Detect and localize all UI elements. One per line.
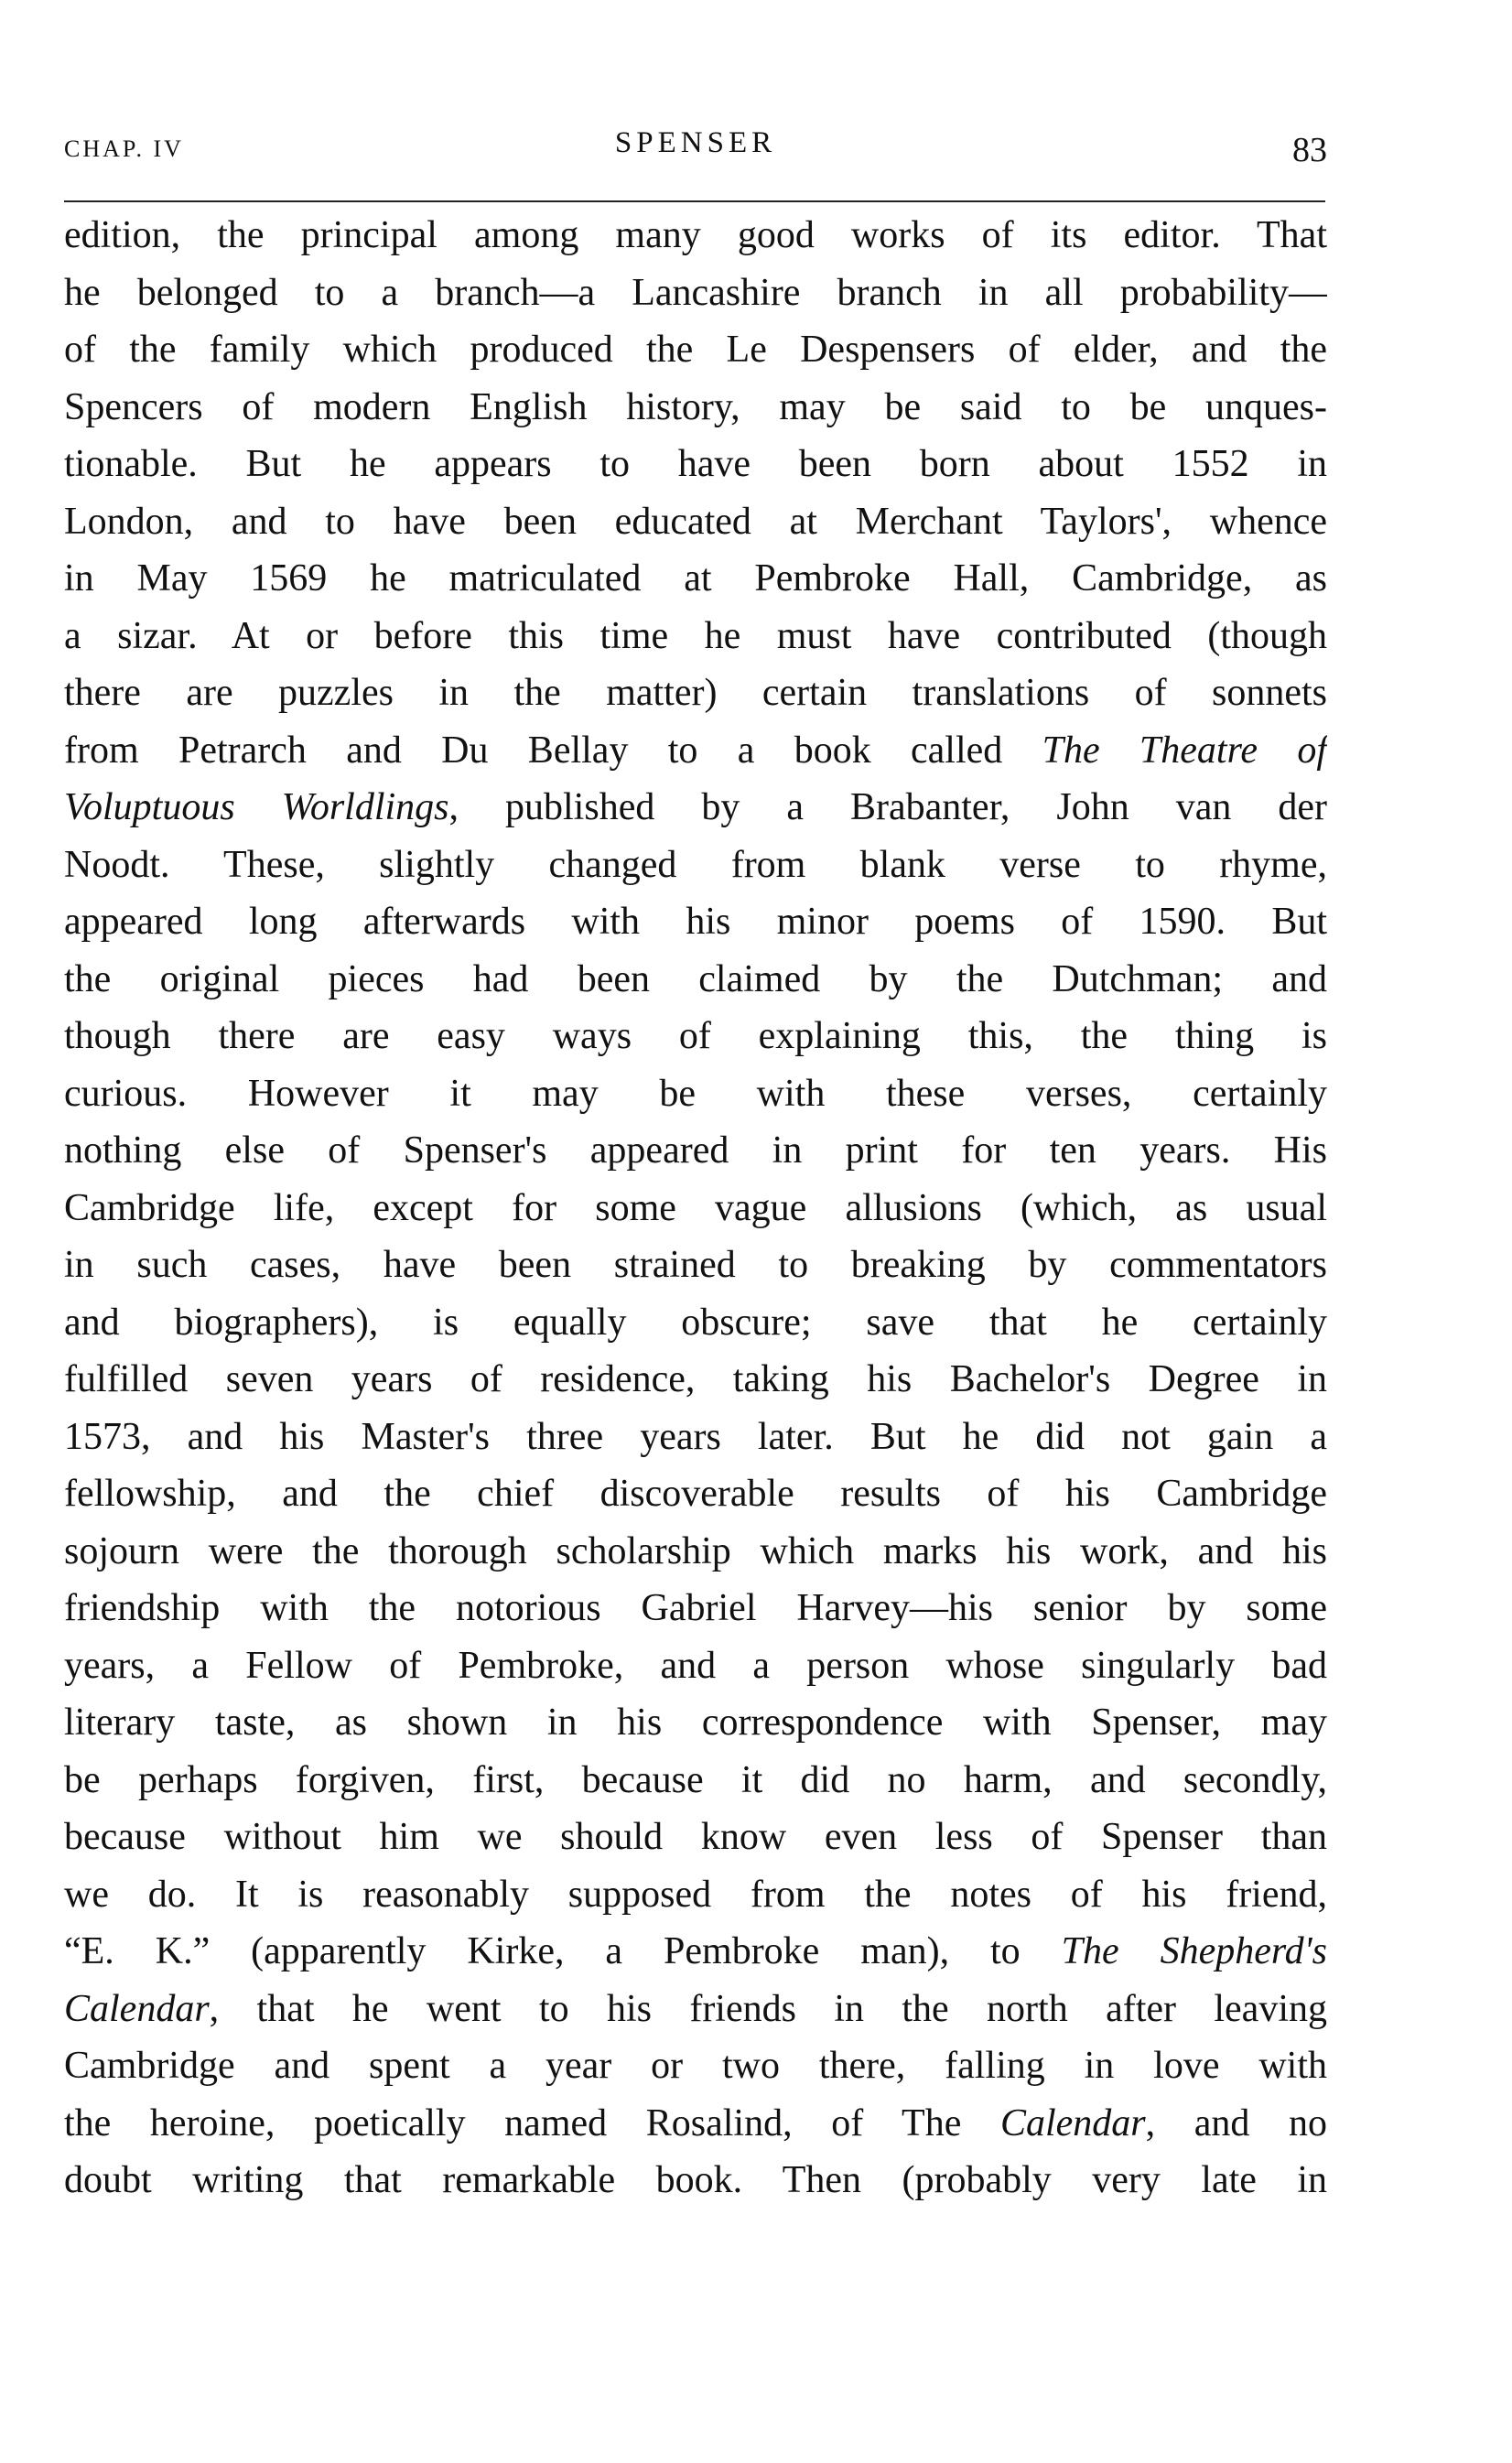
text-line: fulfilled seven years of residence, taking his Bachelor's Degree in	[64, 1358, 1327, 1400]
text-line: in such cases, have been strained to breaking by commentators	[64, 1244, 1327, 1286]
text-line: be perhaps forgiven, first, because it did no harm, and secondly,	[64, 1758, 1327, 1801]
text-line: Spencers of modern English history, may be said to be unques-	[64, 385, 1327, 428]
text-line: “E. K.” (apparently Kirke, a Pembroke man), to The Shepherd's	[64, 1930, 1327, 1972]
text-line: the original pieces had been claimed by the Dutchman; and	[64, 957, 1327, 1000]
text-line: 1573, and his Master's three years later. But he did not gain a	[64, 1415, 1327, 1458]
text-line: from Petrarch and Du Bellay to a book called The Theatre of	[64, 729, 1327, 772]
text-line: years, a Fellow of Pembroke, and a person whose singularly bad	[64, 1644, 1327, 1687]
body-text	[64, 207, 1327, 2209]
text-line: of the family which produced the Le Despensers of elder, and the	[64, 329, 1327, 371]
chapter-label: CHAP. IV	[64, 135, 184, 162]
text-line: we do. It is reasonably supposed from the notes of his friend,	[64, 1873, 1327, 1916]
running-title: SPENSER	[614, 126, 777, 159]
text-line: edition, the principal among many good works of its editor. That	[64, 214, 1327, 256]
text-line: curious. However it may be with these verses, certainly	[64, 1072, 1327, 1115]
text-line: Noodt. These, slightly changed from blank verse to rhyme,	[64, 843, 1327, 886]
text-line: because without him we should know even less of Spenser than	[64, 1816, 1327, 1858]
text-line: friendship with the notorious Gabriel Harvey—his senior by some	[64, 1587, 1327, 1629]
text-line: literary taste, as shown in his correspondence with Spenser, may	[64, 1701, 1327, 1744]
text-line: appeared long afterwards with his minor poems of 1590. But	[64, 901, 1327, 943]
text-line: nothing else of Spenser's appeared in print for ten years. His	[64, 1129, 1327, 1172]
header-rule	[64, 200, 1325, 202]
text-line: doubt writing that remarkable book. Then (probably very late in	[64, 2159, 1327, 2201]
text-line: Voluptuous Worldlings, published by a Brabanter, John van der	[64, 786, 1327, 828]
text-line: Cambridge and spent a year or two there, falling in love with	[64, 2045, 1327, 2087]
text-line: there are puzzles in the matter) certain translations of sonnets	[64, 672, 1327, 714]
text-line: fellowship, and the chief discoverable results of his Cambridge	[64, 1473, 1327, 1515]
text-line: the heroine, poetically named Rosalind, of The Calendar, and no	[64, 2101, 1327, 2144]
text-line: in May 1569 he matriculated at Pembroke Hall, Cambridge, as	[64, 557, 1327, 600]
text-line: and biographers), is equally obscure; save that he certainly	[64, 1301, 1327, 1344]
text-line: he belonged to a branch—a Lancashire branch in all probability—	[64, 271, 1327, 314]
text-line: Cambridge life, except for some vague allusions (which, as usual	[64, 1186, 1327, 1229]
text-line: a sizar. At or before this time he must have contributed (though	[64, 614, 1327, 657]
running-header	[64, 126, 1327, 172]
text-line: London, and to have been educated at Merchant Taylors', whence	[64, 500, 1327, 543]
text-line: sojourn were the thorough scholarship which marks his work, and his	[64, 1529, 1327, 1572]
text-line: tionable. But he appears to have been born about 1552 in	[64, 443, 1327, 485]
text-line: Calendar, that he went to his friends in the north after leaving	[64, 1987, 1327, 2030]
text-line: though there are easy ways of explaining this, the thing is	[64, 1015, 1327, 1057]
page-number: 83	[1292, 131, 1327, 169]
